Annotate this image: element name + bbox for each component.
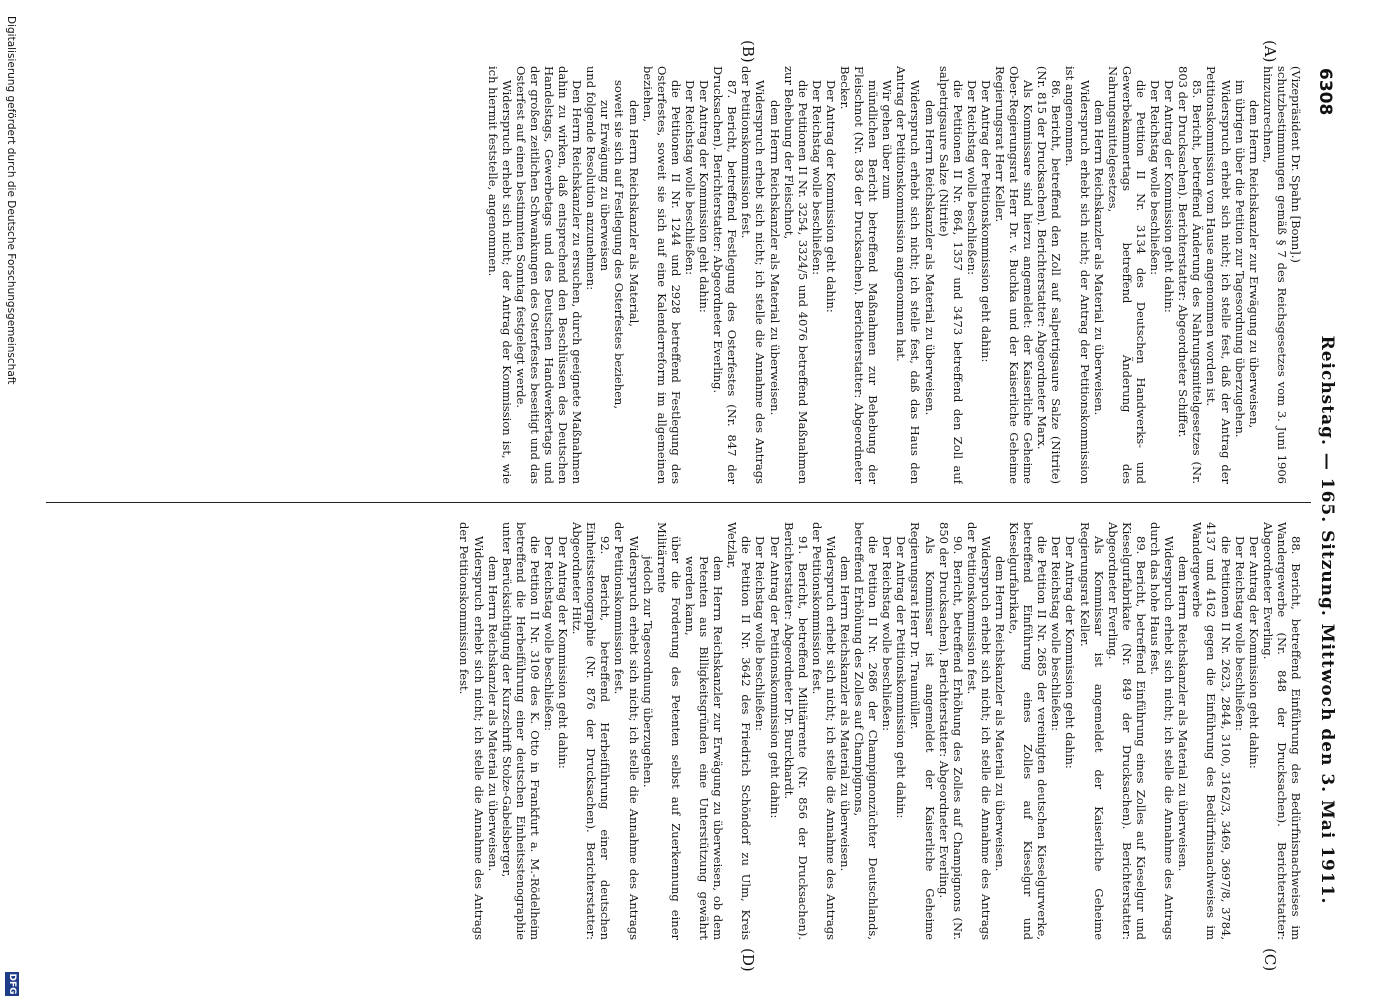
left-column-paragraph: dem Herrn Reichskanzler als Material zu überweisen. bbox=[922, 100, 937, 416]
right-column-paragraph: Der Reichstag wolle beschließen: bbox=[1049, 536, 1064, 731]
left-column-paragraph: Widerspruch erhebt sich nicht; der Antrag der Kommission ist, wie ich hiermit feststelle, angenommen. bbox=[485, 66, 514, 484]
left-column-paragraph: zur Erwägung zu überweisen bbox=[598, 100, 613, 272]
right-column-paragraph: jedoch zur Tagesordnung überzugehen. bbox=[640, 556, 655, 788]
right-column-paragraph: Widerspruch erhebt sich nicht; ich stelle die Annahme des Antrags der Petitionskommission fest. bbox=[457, 522, 486, 940]
right-column-paragraph: Der Antrag der Kommission geht dahin: bbox=[1063, 536, 1078, 769]
left-column-paragraph: (Vizepräsident Dr. Spahn [Bonn].) bbox=[1289, 66, 1303, 263]
right-column-paragraph: 90. Bericht, betreffend Erhöhung des Zolles auf Champignons (Nr. 850 der Drucksachen). Berichterstatter: Abgeordneter Everling. bbox=[936, 522, 965, 940]
right-column-paragraph: Widerspruch erhebt sich nicht; ich stelle die Annahme des Antrags der Petitionskommission fest. bbox=[612, 522, 641, 940]
left-column-paragraph: Widerspruch erhebt sich nicht; der Antrag der Petitionskommission ist angenommen. bbox=[1063, 66, 1092, 484]
right-column-paragraph: Der Antrag der Kommission geht dahin: bbox=[556, 536, 571, 769]
left-column-paragraph: die Petitionen II Nr. 864, 1357 und 3473 betreffend den Zoll auf salpetrigsaure Salze (Nitrite) bbox=[936, 66, 965, 484]
dfg-logo-icon: DFG bbox=[7, 973, 17, 995]
left-column-paragraph: im übrigen über die Petition zur Tagesordnung überzugehen. bbox=[1232, 80, 1247, 438]
margin-letter-c: (C) bbox=[1261, 948, 1279, 972]
right-column-paragraph: Der Reichstag wolle beschließen: bbox=[880, 536, 895, 731]
right-column-paragraph: die Petition II Nr. 3109 des K. Otto in Frankfurt a. M.-Rödelheim betreffend die Herbeiführung einer deutschen Einheitsstenographie unter Berücksichtigung der Kurzschrift Stolze-Gabelsberger, bbox=[499, 522, 542, 940]
running-header: Reichstag. — 165. Sitzung. Mittwoch den 3. Mai 1911. bbox=[1317, 335, 1337, 905]
left-text-column bbox=[53, 66, 1303, 484]
left-column-paragraph: dem Herrn Reichskanzler als Material zu überweisen. bbox=[767, 100, 782, 416]
left-column-paragraph: die Petitionen II Nr. 1244 und 2928 betreffend Festlegung des Osterfestes, soweit sie sich auf eine Kalenderreform im allgemeinen beziehen, bbox=[640, 66, 683, 484]
right-column-paragraph: 92. Bericht, betreffend Herbeiführung einer deutschen Einheitsstenographie (Nr. 876 der Drucksachen). Berichterstatter: Abgeordneter Hitz. bbox=[570, 522, 613, 940]
right-column-paragraph: die Petition II Nr. 3642 des Friedrich Schöndorf zu Ulm, Kreis Wetzlar, bbox=[725, 522, 754, 940]
right-column-paragraph: Der Reichstag wolle beschließen: bbox=[1232, 536, 1247, 731]
left-column-paragraph: Widerspruch erhebt sich nicht; ich stelle fest, daß das Haus den Antrag der Petitionskommission angenommen hat. bbox=[894, 66, 923, 484]
left-column-paragraph: 87. Bericht, betreffend Festlegung des Osterfestes (Nr. 847 der Drucksachen). Berichterstatter: Abgeordneter Everling. bbox=[711, 66, 740, 484]
left-column-paragraph: Widerspruch erhebt sich nicht; ich stelle die Annahme des Antrags der Petitionskommission fest. bbox=[739, 66, 768, 484]
left-column-paragraph: Der Reichstag wolle beschließen: bbox=[1148, 80, 1163, 275]
right-column-paragraph: dem Herrn Reichskanzler als Material zu überweisen. bbox=[485, 556, 500, 872]
left-column-paragraph: schutzbestimmungen gemäß § 7 des Reichsgesetzes vom 3. Juni 1906 hinzuzurechnen, bbox=[1260, 66, 1289, 484]
left-column-paragraph: 85. Bericht, betreffend Änderung des Nahrungsmittelgesetzes (Nr. 803 der Drucksachen). Berichterstatter: Abgeordneter Schiffer. bbox=[1176, 66, 1205, 484]
right-column-paragraph: die Petition II Nr. 2685 der vereinigten deutschen Kieselgurwerke, betreffend Einführung eines Zolles auf Kieselgur und Kieselgurfabrikate, bbox=[1007, 522, 1050, 940]
left-column-paragraph: soweit sie sich auf Festlegung des Osterfestes beziehen, bbox=[612, 80, 627, 409]
right-column-paragraph: dem Herrn Reichskanzler zur Erwägung zu überweisen, ob dem Petenten aus Billigkeitsgründen eine Unterstützung gewährt werden kann, bbox=[682, 556, 726, 940]
left-column-paragraph: Der Reichstag wolle beschließen: bbox=[682, 80, 697, 275]
right-column-paragraph: Widerspruch erhebt sich nicht; ich stelle die Annahme des Antrags der Petitionskommission fest. bbox=[809, 522, 838, 940]
column-divider bbox=[46, 502, 1311, 503]
right-column-paragraph: Widerspruch erhebt sich nicht; ich stelle die Annahme des Antrags der Petitionskommission fest. bbox=[964, 522, 993, 940]
right-column-paragraph: 89. Bericht, betreffend Einführung eines Zolles auf Kieselgur und Kieselgurfabrikate (Nr. 849 der Drucksachen). Berichterstatter: Abgeordneter Everling. bbox=[1105, 522, 1148, 940]
right-column-paragraph: Der Reichstag wolle beschließen: bbox=[542, 536, 557, 731]
left-column-paragraph: und folgende Resolution anzunehmen: bbox=[584, 66, 599, 291]
right-column-paragraph: 91. Bericht, betreffend Militärrente (Nr. 856 der Drucksachen). Berichterstatter: Abgeordneter Dr. Burckhardt. bbox=[781, 522, 810, 940]
right-column-paragraph: über die Forderung des Petenten selbst auf Zuerkennung einer Militärrente bbox=[654, 522, 683, 940]
left-column-paragraph: mündlichen Bericht betreffend Maßnahmen zur Behebung der Fleischnot (Nr. 836 der Drucksachen). Berichterstatter: Abgeordneter Becker. bbox=[838, 66, 881, 484]
right-column-paragraph: Der Antrag der Kommission geht dahin: bbox=[1246, 536, 1261, 769]
right-column-paragraph: dem Herrn Reichskanzler als Material zu überweisen. bbox=[1176, 556, 1191, 872]
left-column-paragraph: Der Antrag der Kommission geht dahin: bbox=[823, 80, 838, 313]
right-column-paragraph: die Petitionen II Nr. 2623, 2844, 3100, 3162/3, 3469, 3697/8, 3784, 4137 und 4162 gegen die Einführung des Bedürfnisnachweises im Wandergewerbe bbox=[1190, 522, 1233, 940]
left-column-paragraph: 86. Bericht, betreffend den Zoll auf salpetrigsaure Salze (Nitrite) (Nr. 815 der Drucksachen). Berichterstatter: Abgeordneter Marx. bbox=[1035, 66, 1064, 484]
left-column-paragraph: Den Herrn Reichskanzler zu ersuchen, durch geeignete Maßnahmen dahin zu wirken, daß entsprechend den Beschlüssen des Deutschen Handelstags, Gewerbetags und des Deutschen Handwerkertags und der großen zeitlichen Schwankungen des Osterfestes beseitigt und das Osterfest auf einen bestimmten Sonntag festgelegt werde. bbox=[513, 66, 585, 484]
right-column-paragraph: Der Reichstag wolle beschließen: bbox=[753, 536, 768, 731]
right-column-paragraph: Der Antrag der Petitionskommission geht dahin: bbox=[767, 536, 782, 819]
right-column-paragraph: Widerspruch erhebt sich nicht; ich stelle die Annahme des Antrags durch das hohe Haus fest. bbox=[1148, 522, 1177, 940]
left-column-paragraph: dem Herrn Reichskanzler zur Erwägung zu überweisen, bbox=[1246, 100, 1261, 429]
margin-letter-a: (A) bbox=[1261, 40, 1279, 63]
margin-letter-d: (D) bbox=[739, 948, 757, 972]
left-column-paragraph: Als Kommissare sind hierzu angemeldet: der Kaiserliche Geheime Ober-Regierungsrat Herr Dr. v. Buchka und der Kaiserliche Geheime Regierungsrat Herr Keller. bbox=[993, 66, 1036, 484]
left-column-paragraph: dem Herrn Reichskanzler als Material zu überweisen. bbox=[1091, 100, 1106, 416]
right-column-paragraph: Der Antrag der Petitionskommission geht dahin: bbox=[894, 536, 909, 819]
page-number: 6308 bbox=[1315, 68, 1335, 116]
left-column-paragraph: Widerspruch erhebt sich nicht; ich stelle fest, daß der Antrag der Petitionskommission vom Hause angenommen worden ist. bbox=[1204, 66, 1233, 484]
right-column-paragraph: dem Herrn Reichskanzler als Material zu überweisen. bbox=[993, 556, 1008, 872]
left-column-paragraph: Der Reichstag wolle beschließen: bbox=[964, 80, 979, 275]
right-column-paragraph: Als Kommissar ist angemeldet der Kaiserliche Geheime Regierungsrat Keller. bbox=[1077, 522, 1106, 940]
left-column-paragraph: Der Antrag der Kommission geht dahin: bbox=[697, 80, 712, 313]
digitization-credit-text: Digitalisierung gefördert durch die Deutsche Forschungsgemeinschaft bbox=[5, 16, 17, 385]
left-column-paragraph: dem Herrn Reichskanzler als Material, bbox=[626, 100, 641, 327]
left-column-paragraph: Der Reichstag wolle beschließen: bbox=[809, 80, 824, 275]
left-column-paragraph: Der Antrag der Petitionskommission geht dahin: bbox=[978, 80, 993, 363]
margin-letter-b: (B) bbox=[739, 40, 757, 63]
left-column-paragraph: die Petitionen II Nr. 3254, 3324/5 und 4076 betreffend Maßnahmen zur Behebung der Fleischnot, bbox=[781, 66, 810, 484]
right-column-paragraph: Als Kommissar ist angemeldet der Kaiserliche Geheime Regierungsrat Herr Dr. Traumüller. bbox=[908, 522, 937, 940]
right-column-paragraph: 88. Bericht, betreffend Einführung des Bedürfnisnachweises im Wandergewerbe (Nr. 848 der Drucksachen). Berichterstatter: Abgeordneter Everling. bbox=[1260, 522, 1303, 940]
right-column-paragraph: die Petition II Nr. 2686 der Champignonzüchter Deutschlands, betreffend Erhöhung des Zolles auf Champignons, bbox=[852, 522, 881, 940]
right-text-column bbox=[53, 522, 1303, 940]
right-column-paragraph: dem Herrn Reichskanzler als Material zu überweisen. bbox=[838, 556, 852, 872]
left-column-paragraph: Wir gehen über zum bbox=[880, 80, 895, 199]
left-column-paragraph: die Petition II Nr. 3134 des Deutschen Handwerks- und Gewerbekammertags betreffend Änderung des Nahrungsmittelgesetzes, bbox=[1105, 66, 1148, 484]
left-column-paragraph: Der Antrag der Kommission geht dahin: bbox=[1162, 80, 1177, 313]
